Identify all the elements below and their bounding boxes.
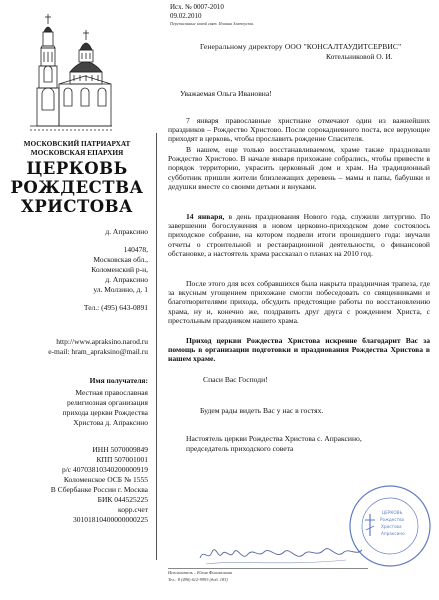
address-village: д. Апраксино [105,227,148,236]
signatory-line2: председатель приходского совета [186,444,294,453]
invitation-line: Будем рады видеть Вас у нас в гостях. [200,406,324,415]
signature-icon [196,540,366,568]
letter-date: 09.02.2010 [170,12,202,20]
footer-divider [168,568,368,569]
bank-corr-number: 30101810400000000225 [73,515,148,524]
paragraph-3 [168,212,430,258]
addressee-title: Генеральному директору ООО "КОНСАЛТАУДИТСЕРВИС" [200,42,402,51]
paragraph-2: В нашем, еще только восстанавливаемом, храме также праздновали Рождество Христово. В начале января прихожане собрались, чтобы привести в порядок территорию, украсить церковный дом и храм. На традиционный субботник пришли жители близлежащих деревень – мамы и папы, бабушки и дедушки вместе со своими детьми и внуками. [168,145,430,191]
svg-text:Христова: Христова [381,524,402,529]
paragraph-1: 7 января православные христиане отмечают один из важнейших праздников – Рождество Христово. После сорокадневного поста, все верующие приходят в церковь, чтобы прославить рождение Спасителя. [168,116,430,144]
blessing-line: Спаси Вас Господи! [203,375,268,384]
bank-bik: БИК 044525225 [97,495,148,504]
svg-text:ЦЕРКОВЬ: ЦЕРКОВЬ [382,510,403,515]
church-illustration-icon [26,10,114,136]
executor-name: Исполнитель – Юлия Филимонова [168,570,233,575]
bank-branch: Коломенское ОСБ № 1555 [63,475,148,484]
recipient-line4: Христова д. Апраксино [73,418,148,427]
church-name-line1: ЦЕРКОВЬ [26,159,128,178]
addressee-name: Котельниковой О. И. [326,52,393,61]
paragraph-3-date: 14 января, [186,212,225,221]
address-zip: 140478, [123,245,148,254]
church-name-line3: ХРИСТОВА [21,197,133,216]
address-street: ул. Молзино, д. 1 [93,285,148,294]
paragraph-4: После этого для всех собравшихся была накрыта праздничная трапеза, где за вкусным угощением прихожане смогли побеседовать со священниками и благотворителями прихода, обсудить предстоящие работы по восстановлению храма, ну и, конечно же, поздравить друг друга с рождением Христа, с престольным праздником нашего храма. [168,279,430,325]
gratitude-paragraph: Приход церкви Рождества Христова искренне благодарит Вас за помощь в организации подготовки и празднования Рождества Христова в нашем храме. [168,336,430,364]
bank-kpp: КПП 507001001 [96,455,148,464]
website-link[interactable]: http://www.apraksino.narod.ru [56,337,148,346]
bank-account: р/с 40703810340200000919 [61,465,148,474]
phone: Тел.: (495) 643-0891 [83,303,148,312]
bank-corr-label: корр.счет [118,505,148,514]
signatory-line1: Настоятель церкви Рождества Христова с. Апраксино, [186,434,362,443]
recipient-line3: прихода церкви Рождества [62,408,148,417]
recipient-line1: Местная православная [75,388,148,397]
eparchy-label: МОСКОВСКАЯ ЕПАРХИЯ [30,148,124,157]
bank-name: В Сбербанке России г. Москва [50,485,148,494]
recipient-heading: Имя получателя: [89,376,148,385]
executor-phone: Тел.: 8 (496) 612-9993 (доб. 183) [168,577,228,582]
paragraph-3-text: в день празднования Нового года, служили литургию. По завершении богослужения в новом церковно-приходском доме состоялось приходское собрание, на котором подвели итоги прошедшего года: звучали отчеты о строительной и реставрационной деятельности, о финансовой обстановке, а настоятель храма рассказал о планах на 2010 год. [168,212,431,258]
bank-inn: ИНН 5070009849 [92,445,148,454]
salutation: Уважаемая Ольга Ивановна! [180,89,272,98]
recipient-line2: религиозная организация [66,398,148,407]
svg-text:Рождества: Рождества [380,517,405,522]
patriarchate-label: МОСКОВСКИЙ ПАТРИАРХАТ [23,139,131,148]
address-village2: д. Апраксино [105,275,148,284]
church-name [2,159,152,216]
column-divider [156,133,157,560]
church-stamp-icon [348,484,432,568]
org-header [2,139,152,157]
church-name-line2: РОЖДЕСТВА [10,178,144,197]
email-link[interactable]: e-mail: hram_apraksino@mail.ru [48,347,148,356]
svg-text:Апраксино: Апраксино [381,531,405,536]
address-district: Коломенский р-н, [91,265,148,274]
reference-note: Переписанные новой свят. Иоанна Златоуста. [170,21,255,26]
outgoing-number: Исх. № 0007-2010 [170,3,224,11]
address-region: Московская обл., [93,255,148,264]
